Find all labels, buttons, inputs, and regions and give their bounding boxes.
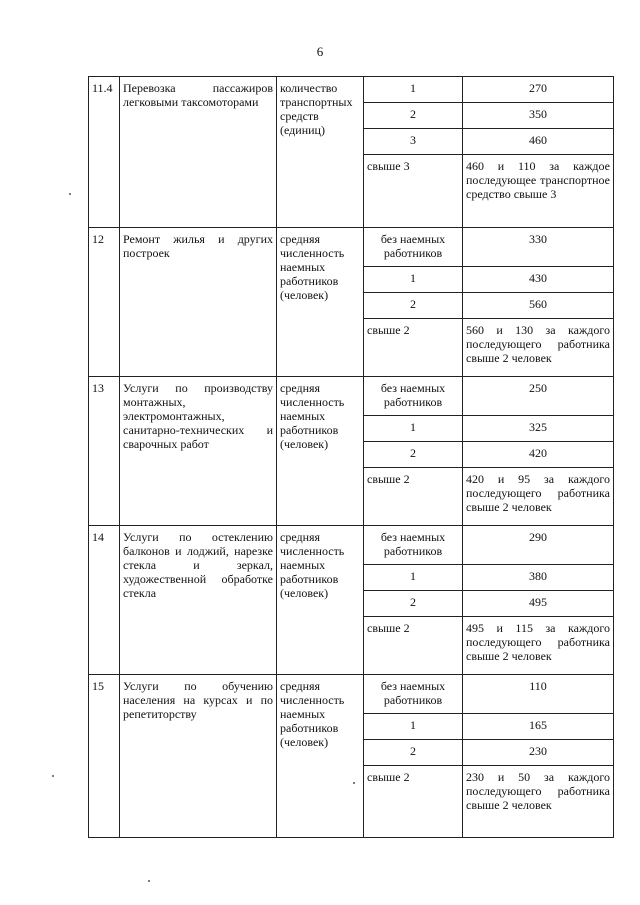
table-row — [89, 228, 614, 267]
rate-value: 495 — [463, 591, 614, 617]
rate-value: 110 — [463, 675, 614, 714]
sub-label: свыше 3 — [364, 155, 463, 228]
rate-value: 430 — [463, 267, 614, 293]
rate-value: 165 — [463, 714, 614, 740]
indicator: количество транспортных средств (единиц) — [277, 77, 364, 228]
sub-label: 1 — [364, 565, 463, 591]
scan-speck — [69, 193, 71, 195]
page-number: 6 — [316, 44, 324, 59]
rate-value: 420 и 95 за каждого последующего работника свыше 2 человек — [463, 468, 614, 526]
activity-name: Услуги по обучению населения на курсах и по репетиторству — [120, 675, 277, 838]
row-number: 14 — [89, 526, 120, 675]
row-number: 12 — [89, 228, 120, 377]
activity-name: Ремонт жилья и других построек — [120, 228, 277, 377]
row-number: 11.4 — [89, 77, 120, 228]
scan-speck — [148, 880, 150, 882]
rate-value: 380 — [463, 565, 614, 591]
sub-label: 2 — [364, 103, 463, 129]
rate-value: 230 — [463, 740, 614, 766]
row-number: 15 — [89, 675, 120, 838]
table-row — [89, 377, 614, 416]
sub-label: свыше 2 — [364, 319, 463, 377]
sub-label: 2 — [364, 293, 463, 319]
sub-label: без наемных работников — [364, 377, 463, 416]
scan-speck — [353, 782, 355, 784]
rate-value: 230 и 50 за каждого последующего работника свыше 2 человек — [463, 766, 614, 838]
indicator: средняя численность наемных работников (человек) — [277, 675, 364, 838]
activity-name: Услуги по производству монтажных, электромонтажных, санитарно-технических и сварочных работ — [120, 377, 277, 526]
sub-label: свыше 2 — [364, 766, 463, 838]
sub-label: 1 — [364, 77, 463, 103]
sub-label: 2 — [364, 442, 463, 468]
rate-value: 460 — [463, 129, 614, 155]
table-row — [89, 675, 614, 714]
indicator: средняя численность наемных работников (человек) — [277, 526, 364, 675]
scan-speck — [52, 775, 54, 777]
sub-label: свыше 2 — [364, 468, 463, 526]
rate-value: 460 и 110 за каждое последующее транспортное средство свыше 3 — [463, 155, 614, 228]
rate-value: 560 и 130 за каждого последующего работника свыше 2 человек — [463, 319, 614, 377]
rate-value: 330 — [463, 228, 614, 267]
sub-label: 3 — [364, 129, 463, 155]
table-row — [89, 526, 614, 565]
rate-value: 495 и 115 за каждого последующего работника свыше 2 человек — [463, 617, 614, 675]
sub-label: 1 — [364, 714, 463, 740]
rate-value: 250 — [463, 377, 614, 416]
rate-value: 325 — [463, 416, 614, 442]
tax-rates-table — [88, 76, 614, 838]
sub-label: 2 — [364, 591, 463, 617]
sub-label: без наемных работников — [364, 675, 463, 714]
rate-value: 290 — [463, 526, 614, 565]
activity-name: Услуги по остеклению балконов и лоджий, нарезке стекла и зеркал, художественной обработке стекла — [120, 526, 277, 675]
indicator: средняя численность наемных работников (человек) — [277, 377, 364, 526]
rate-value: 560 — [463, 293, 614, 319]
row-number: 13 — [89, 377, 120, 526]
sub-label: без наемных работников — [364, 526, 463, 565]
sub-label: 2 — [364, 740, 463, 766]
rate-value: 270 — [463, 77, 614, 103]
rate-value: 420 — [463, 442, 614, 468]
indicator: средняя численность наемных работников (человек) — [277, 228, 364, 377]
sub-label: 1 — [364, 267, 463, 293]
sub-label: свыше 2 — [364, 617, 463, 675]
rate-value: 350 — [463, 103, 614, 129]
sub-label: без наемных работников — [364, 228, 463, 267]
sub-label: 1 — [364, 416, 463, 442]
table-row — [89, 77, 614, 103]
activity-name: Перевозка пассажиров легковыми таксомоторами — [120, 77, 277, 228]
